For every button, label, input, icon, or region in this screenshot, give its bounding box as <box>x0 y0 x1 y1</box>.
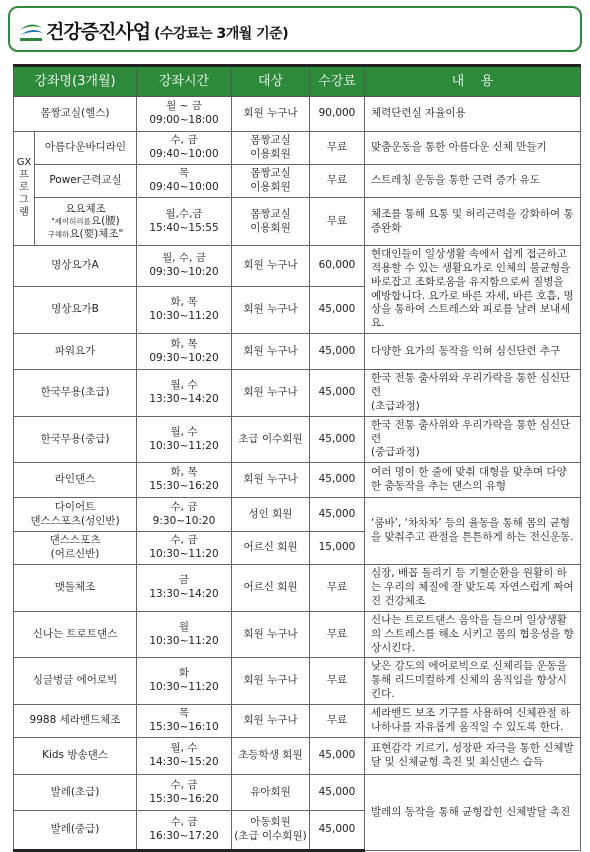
course-desc: 스트레칭 운동을 통한 근력 증가 유도 <box>365 165 581 198</box>
table-row <box>14 775 581 811</box>
table-row <box>14 565 581 612</box>
course-desc: 한국 전통 춤사위와 우리가락을 통한 심신단련 (초급과정) <box>365 370 581 417</box>
table-row <box>14 370 581 417</box>
course-target: 몸짱교실 이용회원 <box>232 198 310 246</box>
course-time: 월, 수 14:30~15:20 <box>137 738 232 775</box>
course-name: 아름다운바디라인 <box>35 132 137 165</box>
course-name: 파워요가 <box>14 334 137 370</box>
course-time: 목 09:40~10:00 <box>137 165 232 198</box>
course-name: 요요체조 "제이허리를요(腰) 구해하요(要)체조" <box>35 198 137 246</box>
course-name: 명상요가A <box>14 246 137 287</box>
course-name: 다이어트 댄스스포츠(성인반) <box>14 498 137 532</box>
course-name: 발레(초급) <box>14 775 137 811</box>
course-fee: 45,000 <box>310 498 365 532</box>
gx-program-label: GX 프 로 그 램 <box>14 132 35 246</box>
course-desc: 한국 전통 춤사위와 우리가락을 통한 심신단련 (중급과정) <box>365 416 581 463</box>
course-fee: 무료 <box>310 165 365 198</box>
course-name: Power근력교실 <box>35 165 137 198</box>
course-desc: 체조를 통해 요통 및 허리근력을 강화하여 통증완화 <box>365 198 581 246</box>
course-desc: 신나는 트로트댄스 음악을 들으며 일상생활의 스트레스를 해소 시키고 몸의 협응성을 향상시킨다. <box>365 611 581 658</box>
course-name: 싱글벙글 에어로빅 <box>14 658 137 705</box>
course-fee: 무료 <box>310 132 365 165</box>
course-time: 목 15:30~16:10 <box>137 705 232 738</box>
course-target: 회원 누구나 <box>232 658 310 705</box>
course-fee: 무료 <box>310 705 365 738</box>
course-time: 월, 수 10:30~11:20 <box>137 416 232 463</box>
header-box <box>8 6 582 52</box>
course-time: 화 10:30~11:20 <box>137 658 232 705</box>
course-name: 맷돌체조 <box>14 565 137 612</box>
course-desc: 심장, 배꼽 돌리기 등 기혈순환을 원활히 하는 우리의 체질에 잘 맞도록 자연스럽게 짜여진 건강체조 <box>365 565 581 612</box>
course-target: 어르신 회원 <box>232 532 310 565</box>
table-row <box>14 132 581 165</box>
course-time: 월, 수 13:30~14:20 <box>137 370 232 417</box>
dance-sport-desc: ‘룸바’, ‘차차차’ 등의 율동을 통해 몸의 균형을 맞춰주고 관절을 튼튼하게 하는 전신운동. <box>365 498 581 565</box>
table-row <box>14 498 581 532</box>
course-name: 몸짱교실(헬스) <box>14 97 137 132</box>
course-fee: 45,000 <box>310 370 365 417</box>
table-row <box>14 463 581 498</box>
course-target: 어르신 회원 <box>232 565 310 612</box>
table-row <box>14 246 581 287</box>
table-row <box>14 611 581 658</box>
course-desc: 낮은 강도의 에어로빅으로 신체리듬 운동을 통해 리드미컬하게 신체의 움직임을 향상시킨다. <box>365 658 581 705</box>
course-target: 초급 이수회원 <box>232 416 310 463</box>
course-target: 회원 누구나 <box>232 611 310 658</box>
course-target: 회원 누구나 <box>232 463 310 498</box>
page-title: 건강증진사업 (수강료는 3개월 기준) <box>46 21 289 43</box>
col-header-time: 강좌시간 <box>137 66 232 97</box>
course-time: 월,수,금 15:40~15:55 <box>137 198 232 246</box>
course-time: 수, 금 09:40~10:00 <box>137 132 232 165</box>
course-fee: 45,000 <box>310 334 365 370</box>
course-target: 회원 누구나 <box>232 370 310 417</box>
course-name: 발레(중급) <box>14 811 137 851</box>
col-header-fee: 수강료 <box>310 66 365 97</box>
course-time: 수, 금 16:30~17:20 <box>137 811 232 851</box>
col-header-content: 내 용 <box>365 66 581 97</box>
course-time: 월, 수, 금 09:30~10:20 <box>137 246 232 287</box>
table-row <box>14 416 581 463</box>
course-time: 월 10:30~11:20 <box>137 611 232 658</box>
course-fee: 무료 <box>310 611 365 658</box>
course-desc: 여러 명이 한 줄에 맞춰 대형을 맞추며 다양한 춤동작을 추는 댄스의 유형 <box>365 463 581 498</box>
page-subtitle: (수강료는 3개월 기준) <box>154 26 289 42</box>
course-fee: 45,000 <box>310 738 365 775</box>
course-time: 월 ~ 금 09:00~18:00 <box>137 97 232 132</box>
course-name: 한국무용(초급) <box>14 370 137 417</box>
course-target: 초등학생 회원 <box>232 738 310 775</box>
course-time: 금 13:30~14:20 <box>137 565 232 612</box>
course-target: 회원 누구나 <box>232 97 310 132</box>
course-fee: 45,000 <box>310 775 365 811</box>
yoga-desc: 현대인들이 일상생활 속에서 쉽게 접근하고 적용할 수 있는 생활요가로 인체의 불균형을 바로잡고 조화로움을 유지함으로써 질병을 예방합니다. 요가로 바른 자세, 바른 호흡, 명상을 통하여 스트레스와 피로를 날려 보내세요. <box>365 246 581 334</box>
course-fee: 90,000 <box>310 97 365 132</box>
course-name: 한국무용(중급) <box>14 416 137 463</box>
col-header-name: 강좌명(3개월) <box>14 66 137 97</box>
course-target: 성인 회원 <box>232 498 310 532</box>
course-time: 화, 목 10:30~11:20 <box>137 287 232 334</box>
table-header-row <box>14 66 581 97</box>
course-fee: 45,000 <box>310 416 365 463</box>
course-desc: 세라밴드 보조 기구를 사용하여 신체관절 하나하나를 자유롭게 움직일 수 있도록 한다. <box>365 705 581 738</box>
ballet-desc: 발레의 동작을 통해 균형잡힌 신체발달 촉진 <box>365 775 581 851</box>
table-row <box>14 738 581 775</box>
course-time: 수, 금 10:30~11:20 <box>137 532 232 565</box>
course-target: 회원 누구나 <box>232 246 310 287</box>
table-row <box>14 97 581 132</box>
course-desc: 체력단련실 자율이용 <box>365 97 581 132</box>
course-fee: 45,000 <box>310 287 365 334</box>
course-time: 화, 목 09:30~10:20 <box>137 334 232 370</box>
course-time: 수, 금 15:30~16:20 <box>137 775 232 811</box>
logo-icon <box>18 18 44 42</box>
col-header-target: 대상 <box>232 66 310 97</box>
course-fee: 60,000 <box>310 246 365 287</box>
course-target: 유아회원 <box>232 775 310 811</box>
course-desc: 맞춤운동을 통한 아름다운 신체 만들기 <box>365 132 581 165</box>
course-time: 화, 목 15:30~16:20 <box>137 463 232 498</box>
course-fee: 무료 <box>310 658 365 705</box>
course-target: 아동회원 (초급 이수회원) <box>232 811 310 851</box>
table-row <box>14 165 581 198</box>
table-row <box>14 334 581 370</box>
course-target: 회원 누구나 <box>232 287 310 334</box>
table-row <box>14 658 581 705</box>
course-name: Kids 방송댄스 <box>14 738 137 775</box>
course-target: 몸짱교실 이용회원 <box>232 165 310 198</box>
course-fee: 무료 <box>310 565 365 612</box>
course-desc: 다양한 요가의 동작을 익혀 심신단련 추구 <box>365 334 581 370</box>
course-time: 수, 금 9:30~10:20 <box>137 498 232 532</box>
course-target: 회원 누구나 <box>232 334 310 370</box>
course-fee: 15,000 <box>310 532 365 565</box>
table-row <box>14 705 581 738</box>
course-name: 신나는 트로트댄스 <box>14 611 137 658</box>
program-table <box>13 64 581 852</box>
course-target: 몸짱교실 이용회원 <box>232 132 310 165</box>
course-name: 댄스스포츠 (어르신반) <box>14 532 137 565</box>
course-fee: 45,000 <box>310 811 365 851</box>
table-row <box>14 198 581 246</box>
course-fee: 45,000 <box>310 463 365 498</box>
course-target: 회원 누구나 <box>232 705 310 738</box>
course-fee: 무료 <box>310 198 365 246</box>
course-desc: 표현감각 기르기, 성장판 자극을 통한 신체발달 및 신체균형 촉진 및 최신댄스 습득 <box>365 738 581 775</box>
course-name: 라인댄스 <box>14 463 137 498</box>
course-name: 9988 세라밴드체조 <box>14 705 137 738</box>
course-name: 명상요가B <box>14 287 137 334</box>
